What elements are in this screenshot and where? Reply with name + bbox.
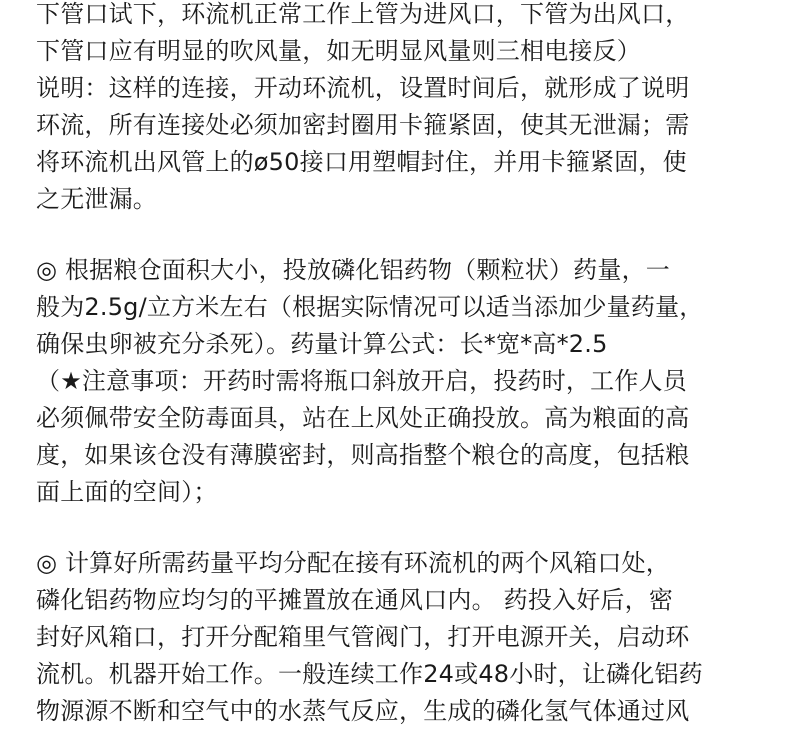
paragraph-spacer [36,511,766,545]
text-line: 流机。机器开始工作。一般连续工作24或48小时，让磷化铝药 [36,660,703,688]
text-line: 物源源不断和空气中的水蒸气反应，生成的磷化氢气体通过风 [36,697,690,725]
text-line: 般为2.5g/立方米左右（根据实际情况可以适当添加少量药量， [36,293,704,321]
text-line: 环流，所有连接处必须加密封圈用卡箍紧固，使其无泄漏；需 [36,111,690,139]
text-line: 将环流机出风管上的ø50接口用塑帽封住，并用卡箍紧固，使 [36,148,687,176]
text-line: 面上面的空间）； [36,478,218,506]
paragraph-connection-instructions [36,0,766,218]
text-line: 确保虫卵被充分杀死）。药量计算公式：长*宽*高*2.5 [36,330,608,358]
paragraph-spacer [36,218,766,252]
text-line: 说明：这样的连接，开动环流机，设置时间后，就形成了说明 [36,74,690,102]
text-line: 磷化铝药物应均匀的平摊置放在通风口内。 药投入好后，密 [36,586,674,614]
text-line: 下管口应有明显的吹风量，如无明显风量则三相电接反） [36,37,641,65]
document-body [36,0,766,730]
text-line: 之无泄漏。 [36,185,157,213]
text-line: 度，如果该仓没有薄膜密封，则高指整个粮仓的高度，包括粮 [36,441,690,469]
text-line: ◎ 计算好所需药量平均分配在接有环流机的两个风箱口处， [36,549,670,577]
text-line: （★注意事项：开药时需将瓶口斜放开启，投药时，工作人员 [36,367,687,395]
text-line: ◎ 根据粮仓面积大小，投放磷化铝药物（颗粒状）药量，一 [36,256,670,284]
paragraph-dosage [36,252,766,511]
text-line: 必须佩带安全防毒面具，站在上风处正确投放。高为粮面的高 [36,404,690,432]
text-line: 封好风箱口，打开分配箱里气管阀门，打开电源开关，启动环 [36,623,690,651]
paragraph-distribution [36,545,766,730]
text-line: 下管口试下，环流机正常工作上管为进风口，下管为出风口， [36,0,690,28]
